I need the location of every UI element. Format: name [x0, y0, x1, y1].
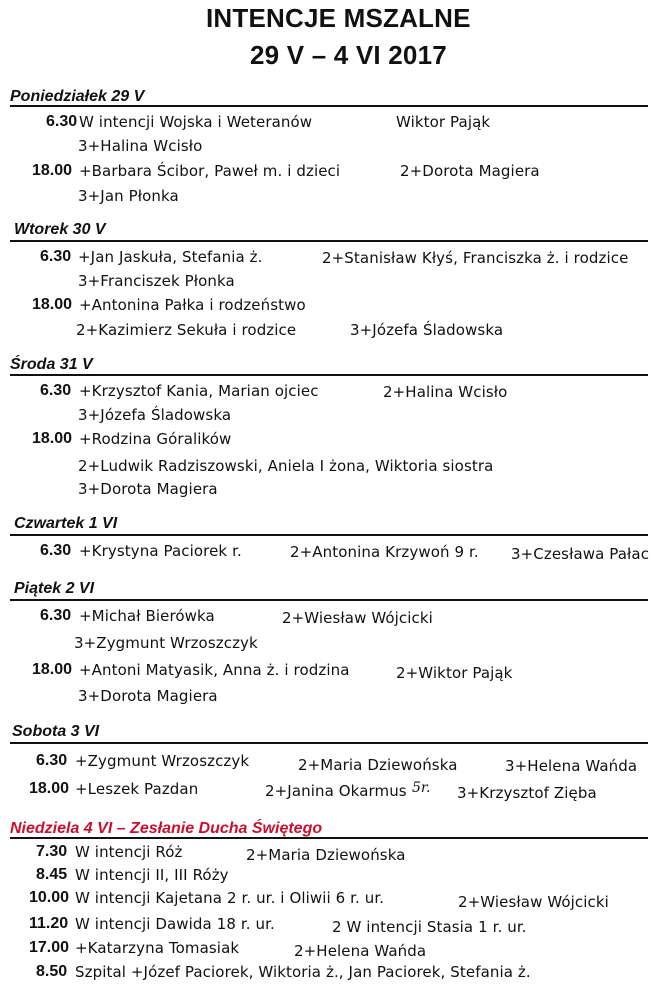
intention: 2+Ludwik Radziszowski, Aniela I żona, Wiktoria siostra: [78, 457, 494, 475]
handwritten-note: 5r.: [412, 780, 431, 796]
intention: 2 W intencji Stasia 1 r. ur.: [332, 918, 527, 936]
mass-time: 10.00: [29, 889, 70, 906]
intention: +Krzysztof Kania, Marian ojciec: [79, 382, 319, 400]
mass-time: 6.30: [46, 113, 78, 130]
mass-time: 18.00: [29, 780, 70, 797]
mass-time: 18.00: [32, 661, 73, 678]
intention: 3+Dorota Magiera: [78, 480, 218, 498]
day-friday: Piątek 2 VI: [14, 580, 95, 597]
mass-time: 11.20: [29, 915, 69, 932]
mass-time: 8.45: [36, 866, 68, 883]
section-divider: [10, 837, 648, 839]
intention: W intencji Róż: [75, 843, 183, 861]
section-divider: [10, 534, 648, 536]
intention: 2+Maria Dziewońska: [246, 846, 406, 864]
intention: 3+Zygmunt Wrzoszczyk: [74, 634, 258, 652]
day-saturday: Sobota 3 VI: [12, 723, 100, 740]
intention: +Antonina Pałka i rodzeństwo: [79, 296, 306, 314]
mass-time: 6.30: [36, 752, 68, 769]
day-monday: Poniedziałek 29 V: [10, 88, 145, 105]
intention: W intencji Wojska i Weteranów: [79, 113, 313, 131]
mass-time: 18.00: [32, 162, 73, 179]
intention: 2+Wiktor Pająk: [396, 664, 513, 682]
day-tuesday: Wtorek 30 V: [14, 221, 106, 238]
intention: 2+Wiesław Wójcicki: [458, 893, 609, 911]
intention: 2+Halina Wcisło: [383, 383, 508, 401]
page-title: INTENCJE MSZALNE: [206, 3, 471, 33]
intention: W intencji Kajetana 2 r. ur. i Oliwii 6 r. ur.: [75, 889, 385, 907]
intention: 2+Stanisław Kłyś, Franciszka ż. i rodzice: [322, 249, 629, 267]
page-dates: 29 V – 4 VI 2017: [250, 40, 447, 70]
mass-time: 6.30: [40, 382, 72, 399]
day-wednesday: Środa 31 V: [10, 356, 93, 373]
section-divider: [10, 742, 648, 744]
intention: 3+Jan Płonka: [78, 187, 179, 205]
intention: Wiktor Pająk: [396, 113, 491, 131]
intention: +Jan Jaskuła, Stefania ż.: [78, 248, 263, 266]
intention: +Katarzyna Tomasiak: [75, 939, 240, 957]
mass-time: 6.30: [40, 542, 72, 559]
mass-time: 17.00: [29, 939, 70, 956]
intention: 3+Czesława Pałac: [511, 545, 650, 563]
intention: +Rodzina Góralików: [79, 430, 232, 448]
mass-time: 6.30: [40, 607, 72, 624]
intention: W intencji Dawida 18 r. ur.: [75, 915, 275, 933]
section-divider: [10, 599, 648, 601]
intention: 3+Dorota Magiera: [78, 687, 218, 705]
day-thursday: Czwartek 1 VI: [14, 515, 118, 532]
section-divider: [10, 374, 648, 376]
intention: +Krystyna Paciorek r.: [79, 542, 242, 560]
intention: Szpital +Józef Paciorek, Wiktoria ż., Jan Paciorek, Stefania ż.: [75, 963, 531, 981]
intention: 2+Kazimierz Sekuła i rodzice: [76, 321, 297, 339]
intention: 2+Janina Okarmus: [265, 782, 407, 800]
intention: 2+Wiesław Wójcicki: [282, 609, 433, 627]
mass-time: 18.00: [32, 296, 73, 313]
intention: 3+Helena Wańda: [505, 757, 638, 775]
intention: +Leszek Pazdan: [75, 780, 199, 798]
mass-time: 6.30: [40, 248, 72, 265]
intention: 3+Józefa Śladowska: [78, 406, 232, 424]
section-divider: [10, 240, 648, 242]
intention: 2+Maria Dziewońska: [298, 756, 458, 774]
intention: 3+Krzysztof Zięba: [457, 784, 597, 802]
day-sunday: Niedziela 4 VI – Zesłanie Ducha Świętego: [10, 820, 323, 837]
section-divider: [10, 105, 648, 107]
mass-time: 18.00: [32, 430, 73, 447]
intention: W intencji II, III Róży: [75, 866, 229, 884]
mass-time: 8.50: [36, 963, 68, 980]
intention: 2+Antonina Krzywoń 9 r.: [290, 543, 479, 561]
intention: 3+Halina Wcisło: [78, 137, 203, 155]
intention: 3+Franciszek Płonka: [78, 272, 235, 290]
intention: +Antoni Matyasik, Anna ż. i rodzina: [79, 661, 350, 679]
intention: +Michał Bierówka: [79, 607, 215, 625]
intention: 2+Helena Wańda: [294, 942, 427, 960]
intention: +Barbara Ścibor, Paweł m. i dzieci: [79, 162, 341, 180]
intention: 3+Józefa Śladowska: [350, 321, 504, 339]
mass-time: 7.30: [36, 843, 68, 860]
intention: 2+Dorota Magiera: [400, 162, 540, 180]
intention: +Zygmunt Wrzoszczyk: [75, 752, 250, 770]
